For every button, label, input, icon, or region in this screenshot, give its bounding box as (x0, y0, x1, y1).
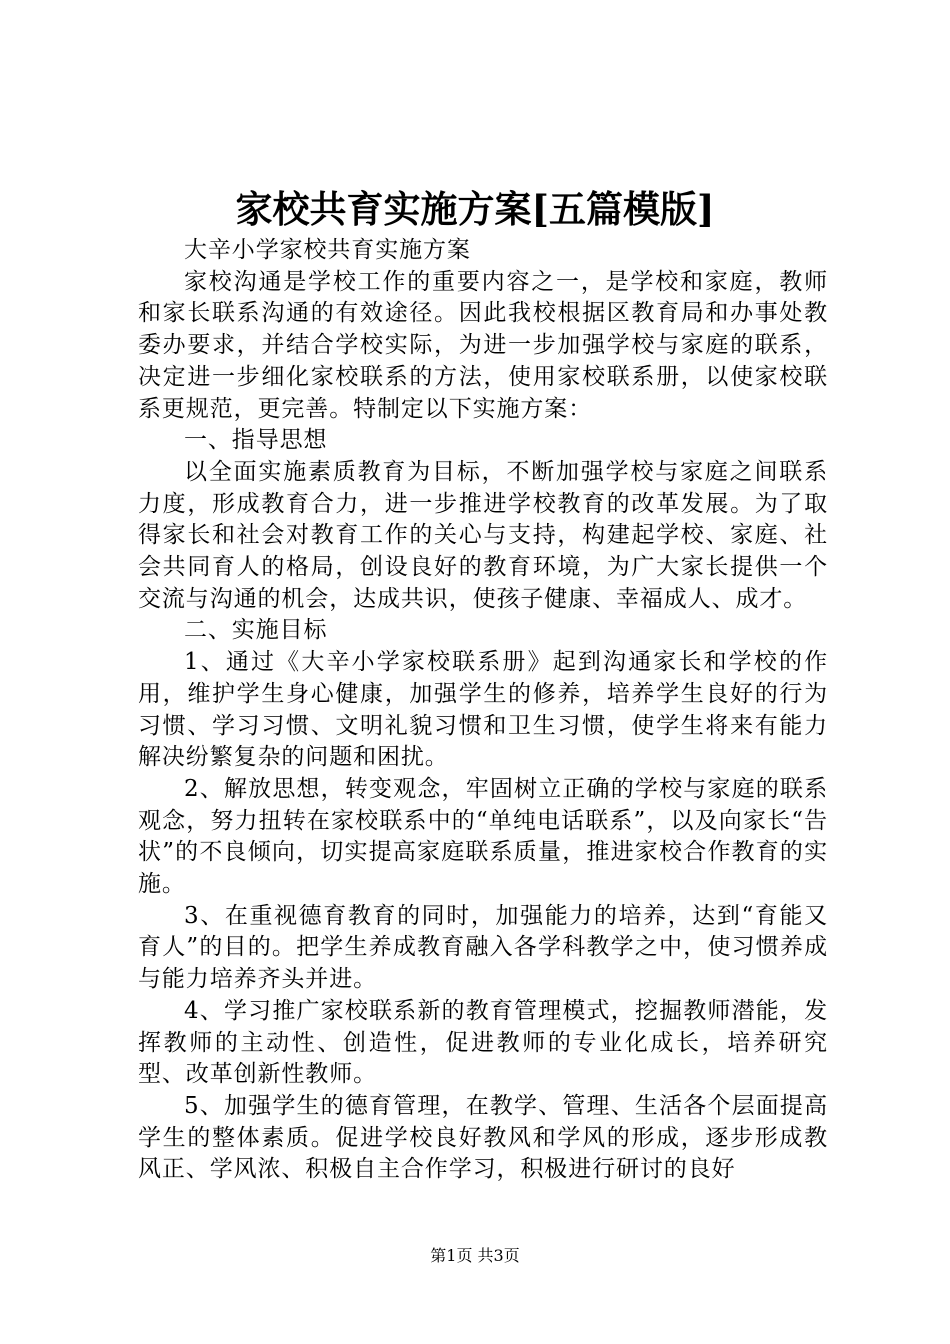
section-heading-guiding-ideology: 一、指导思想 (184, 427, 328, 454)
goal-item-5: 5、加强学生的德育管理，在教学、管理、生活各个层面提高学生的整体素质。促进学校良好教风和学风的形成，逐步形成教风正、学风浓、积极自主合作学习，积极进行研讨的良好 (138, 1092, 828, 1183)
intro-paragraph: 家校沟通是学校工作的重要内容之一，是学校和家庭，教师和家长联系沟通的有效途径。因此我校根据区教育局和办事处教委办要求，并结合学校实际，为进一步加强学校与家庭的联系，决定进一步细化家校联系的方法，使用家校联系册，以使家校联系更规范，更完善。特制定以下实施方案： (138, 268, 828, 422)
goal-item-3: 3、在重视德育教育的同时，加强能力的培养，达到“育能又育人”的目的。把学生养成教育融入各学科教学之中，使习惯养成与能力培养齐头并进。 (138, 902, 828, 993)
goal-item-4: 4、学习推广家校联系新的教育管理模式，挖掘教师潜能，发挥教师的主动性、创造性，促进教师的专业化成长，培养研究型、改革创新性教师。 (138, 997, 828, 1088)
goal-item-2: 2、解放思想，转变观念，牢固树立正确的学校与家庭的联系观念，努力扭转在家校联系中的“单纯电话联系”，以及向家长“告状”的不良倾向，切实提高家庭联系质量，推进家校合作教育的实施。 (138, 775, 828, 898)
document-body (138, 235, 828, 1186)
page-footer: 第1页 共3页 (430, 1246, 520, 1265)
guiding-ideology-paragraph: 以全面实施素质教育为目标，不断加强学校与家庭之间联系力度，形成教育合力，进一步推进学校教育的改革发展。为了取得家长和社会对教育工作的关心与支持，构建起学校、家庭、社会共同育人的格局，创设良好的教育环境，为广大家长提供一个交流与沟通的机会，达成共识，使孩子健康、幸福成人、成才。 (138, 458, 828, 612)
section-heading-goals: 二、实施目标 (184, 617, 328, 644)
subtitle-paragraph: 大辛小学家校共育实施方案 (184, 237, 471, 263)
goal-item-1: 1、通过《大辛小学家校联系册》起到沟通家长和学校的作用，维护学生身心健康，加强学生的修养，培养学生良好的行为习惯、学习习惯、文明礼貌习惯和卫生习惯，使学生将来有能力解决纷繁复杂的问题和困扰。 (138, 649, 828, 771)
document-title: 家校共育实施方案[五篇模版] (235, 187, 715, 231)
